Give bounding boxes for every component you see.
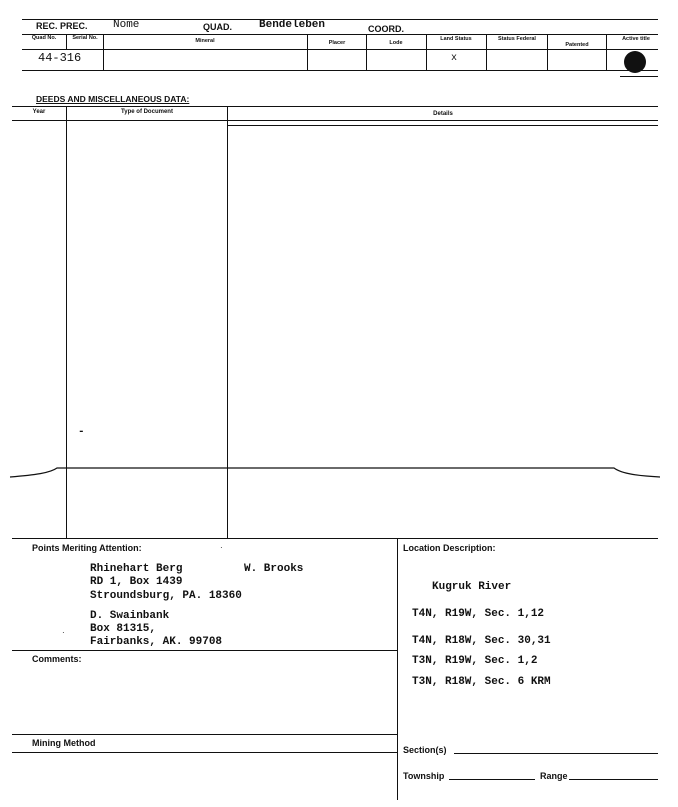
col-divider-federal xyxy=(547,34,548,70)
sections-label: Section(s) xyxy=(403,745,447,755)
quad-label: QUAD. xyxy=(203,22,232,32)
col-divider-placer xyxy=(366,34,367,70)
speck-mark-2: · xyxy=(62,628,65,637)
deeds-top-rule xyxy=(12,106,658,107)
location-river: Kugruk River xyxy=(432,581,512,593)
deeds-details-underline xyxy=(228,125,658,126)
mining-label: Mining Method xyxy=(32,738,96,748)
mining-top-rule xyxy=(12,734,397,735)
claim-table-header-rule xyxy=(22,49,658,50)
claim-table-tail-rule xyxy=(620,76,658,77)
location-line-3: T3N, R19W, Sec. 1,2 xyxy=(412,655,538,667)
mining-bottom-rule xyxy=(12,752,397,753)
col-lode: Lode xyxy=(389,40,403,46)
land-status-mark: x xyxy=(451,53,458,64)
points-name1: Rhinehart Berg xyxy=(90,563,183,575)
township-label: Township xyxy=(403,771,445,781)
comments-label: Comments: xyxy=(32,654,82,664)
comments-top-rule xyxy=(12,650,397,651)
range-fill-line xyxy=(569,779,658,780)
rec-prec-label: REC. PREC. xyxy=(36,21,88,31)
col-divider-quad xyxy=(66,34,67,49)
points-addr2-line2: Fairbanks, AK. 99708 xyxy=(90,636,223,648)
claim-table-top-rule xyxy=(22,34,658,35)
points-name2: D. Swainbank xyxy=(90,610,170,622)
col-divider-lode xyxy=(426,34,427,70)
township-fill-line xyxy=(449,779,535,780)
col-patented: Patented xyxy=(565,42,589,48)
page-fold-line xyxy=(0,460,678,490)
sections-fill-line xyxy=(454,753,658,754)
points-label: Points Meriting Attention: xyxy=(32,543,142,553)
col-mineral: Mineral xyxy=(195,38,215,44)
col-quad-no: Quad No. xyxy=(31,35,57,41)
col-type-of-document: Type of Document xyxy=(121,109,173,115)
col-land-status: Land Status xyxy=(440,36,472,42)
col-active-title: Active title xyxy=(622,36,650,42)
points-addr1-line2: Stroundsburg, PA. 18360 xyxy=(90,590,242,602)
col-status-federal: Status Federal xyxy=(498,36,536,42)
coord-label: COORD. xyxy=(368,24,404,34)
range-label: Range xyxy=(540,771,568,781)
quad-serial-value: 44-316 xyxy=(38,51,82,65)
rec-prec-value: Nome xyxy=(113,19,140,31)
stray-mark: - xyxy=(78,426,85,438)
col-serial-no: Serial No. xyxy=(72,35,98,41)
col-placer: Placer xyxy=(328,40,346,46)
bottom-top-rule xyxy=(12,538,658,539)
points-name1b: W. Brooks xyxy=(244,563,304,575)
deeds-header-rule xyxy=(12,120,658,121)
bottom-col-divider xyxy=(397,538,398,800)
points-addr1-line1: RD 1, Box 1439 xyxy=(90,576,183,588)
filled-dot-mark xyxy=(624,51,646,73)
location-label: Location Description: xyxy=(403,543,496,553)
col-divider-land xyxy=(486,34,487,70)
location-line-1: T4N, R19W, Sec. 1,12 xyxy=(412,608,545,620)
points-addr2-line1: Box 81315, xyxy=(90,623,157,635)
deeds-title: DEEDS AND MISCELLANEOUS DATA: xyxy=(36,94,190,104)
col-year: Year xyxy=(32,109,46,115)
claim-table-bottom-rule xyxy=(22,70,658,71)
col-divider-mineral xyxy=(307,34,308,70)
col-divider-patented xyxy=(606,34,607,70)
location-line-4: T3N, R18W, Sec. 6 KRM xyxy=(412,676,551,688)
speck-mark: · xyxy=(220,543,223,552)
quad-value: Bendeleben xyxy=(259,19,326,31)
col-details: Details xyxy=(433,111,453,117)
location-line-2: T4N, R18W, Sec. 30,31 xyxy=(412,635,551,647)
